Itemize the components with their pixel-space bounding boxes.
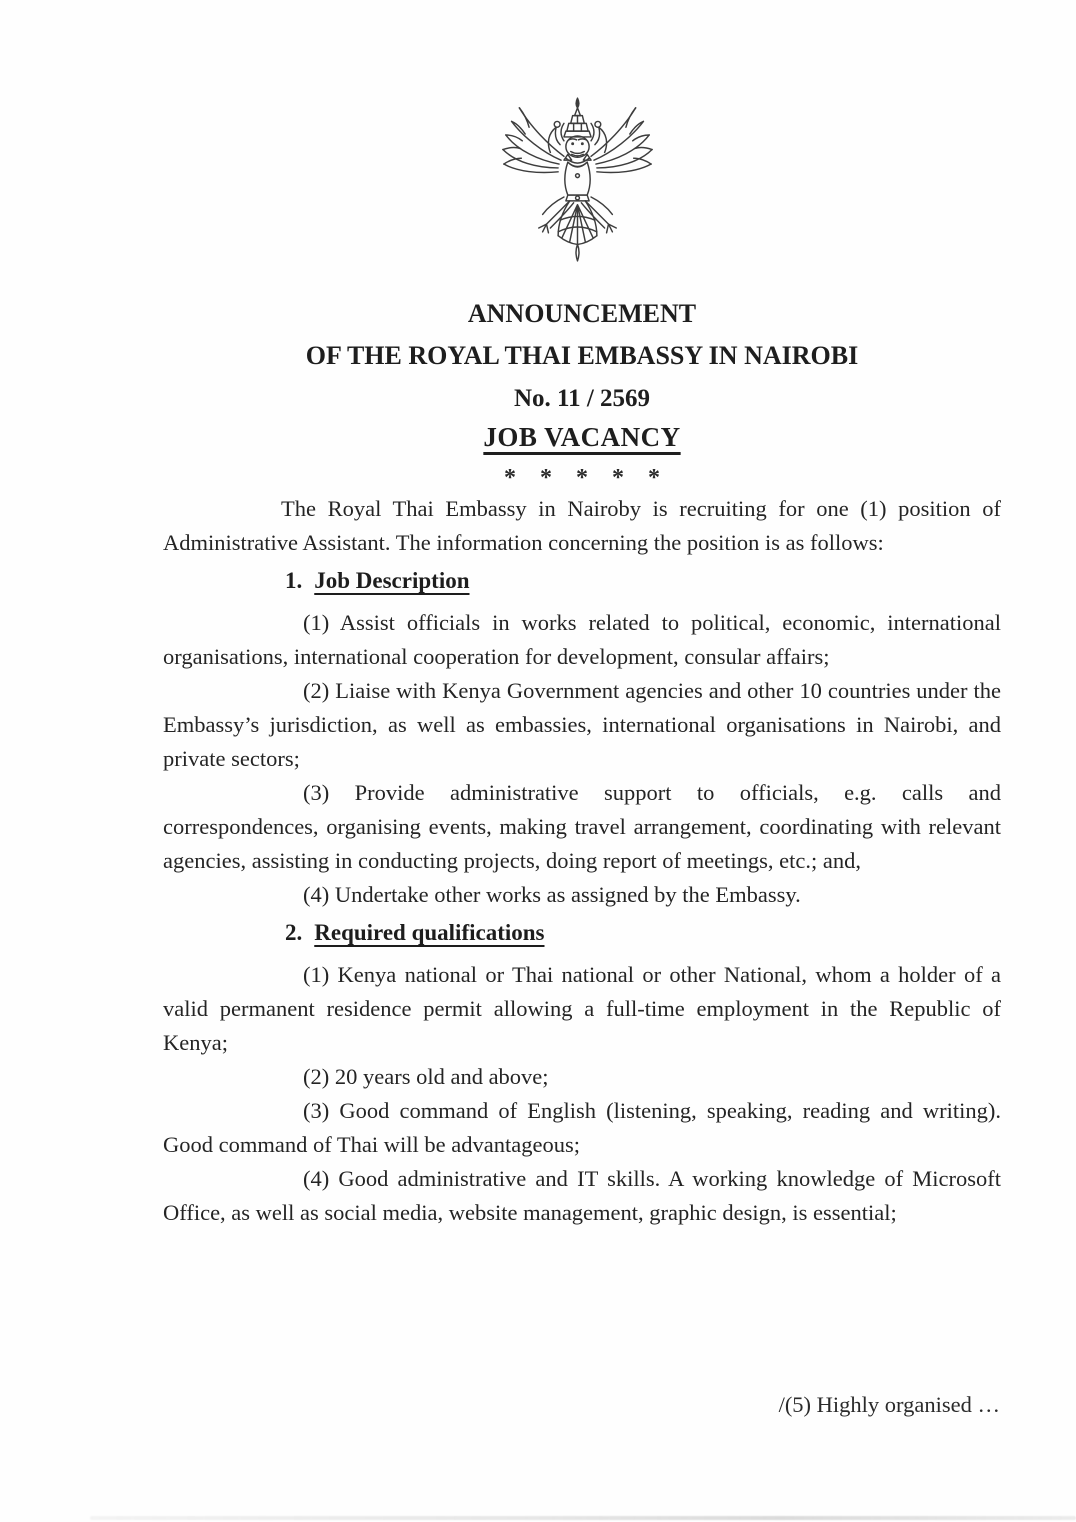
section-2-heading [285, 916, 1001, 950]
announcement-title: ANNOUNCEMENT [467, 299, 697, 328]
job-description-item-3: (3) Provide administrative support to officials, e.g. calls and correspondences, organising events, making travel arrangement, coordinating with relevant agencies, assisting in conducting projects, doing report of meetings, etc.; and, [163, 780, 1001, 873]
document-number: No. 11 / 2569 [513, 385, 651, 412]
vacancy-title-row [163, 421, 1001, 459]
section-1-title: Job Description [314, 568, 470, 593]
embassy-title: OF THE ROYAL THAI EMBASSY IN NAIROBI [305, 341, 859, 370]
section-2-number: 2. [285, 920, 303, 945]
section-1-heading [285, 564, 1001, 598]
qualification-item-4: (4) Good administrative and IT skills. A working knowledge of Microsoft Office, as well as social media, website management, graphic design, is essential; [163, 1166, 1001, 1225]
section-2-title: Required qualifications [314, 920, 545, 945]
document-body [163, 492, 1001, 1230]
garuda-emblem-icon [500, 96, 655, 266]
qualification-item-3: (3) Good command of English (listening, speaking, reading and writing). Good command of Thai will be advantageous; [163, 1098, 1001, 1157]
intro-paragraph: The Royal Thai Embassy in Nairoby is recruiting for one (1) position of Administrative Assistant. The information concerning the position is as follows: [163, 496, 1001, 555]
section-1-number: 1. [285, 568, 303, 593]
scan-artifact-bottom-edge [90, 1516, 1076, 1520]
job-description-item-4: (4) Undertake other works as assigned by the Embassy. [303, 882, 801, 907]
job-description-item-2: (2) Liaise with Kenya Government agencies and other 10 countries under the Embassy’s jurisdiction, as well as embassies, international organisations in Nairobi, and private sectors; [163, 678, 1001, 771]
vacancy-title: JOB VACANCY [483, 422, 681, 452]
qualification-item-2: (2) 20 years old and above; [303, 1064, 549, 1089]
document-header [163, 298, 1001, 491]
qualification-item-1: (1) Kenya national or Thai national or other National, whom a holder of a valid permanent residence permit allowing a full-time employment in the Republic of Kenya; [163, 962, 1001, 1055]
star-separator: * * * * * [504, 465, 660, 491]
continuation-note: /(5) Highly organised … [778, 1392, 1000, 1417]
job-description-item-1: (1) Assist officials in works related to political, economic, international organisations, international cooperation for development, consular affairs; [163, 610, 1001, 669]
